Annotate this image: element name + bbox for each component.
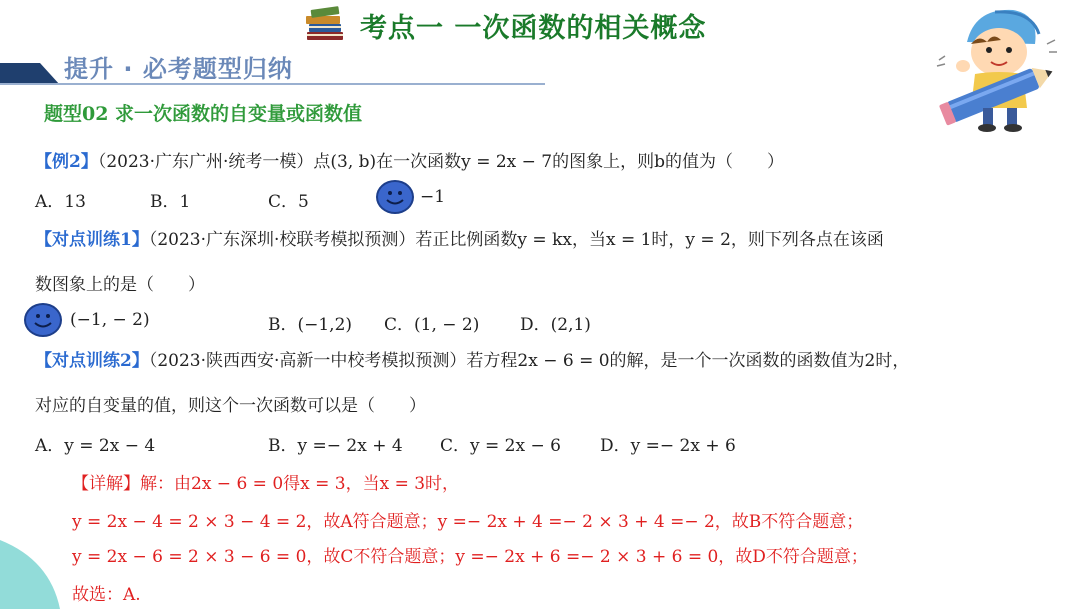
corner-decoration	[0, 530, 80, 609]
solution-text-1: 解：由2x − 6 = 0得x = 3，当x = 3时，	[140, 474, 460, 494]
practice-2-text-cont: 对应的自变量的值，则这个一次函数可以是（ ）	[35, 396, 426, 416]
practice-2-option-d[interactable]: D．y =− 2x + 6	[600, 436, 736, 456]
page-title: 考点一 一次函数的相关概念	[360, 13, 707, 44]
practice-2-question	[35, 346, 909, 371]
books-icon	[303, 4, 347, 44]
banner-title: 提升 · 必考题型归纳	[64, 55, 293, 83]
example-2-question	[35, 147, 784, 172]
smiley-icon	[24, 303, 62, 337]
solution-line-4: 故选：A.	[72, 585, 141, 605]
smiley-icon	[376, 180, 414, 214]
solution-line-3: y = 2x − 6 = 2 × 3 − 6 = 0，故C不符合题意；y =− 2x + 6 =− 2 × 3 + 6 = 0，故D不符合题意；	[72, 547, 868, 567]
solution-tag: 【详解】	[72, 474, 140, 494]
practice-2-option-c[interactable]: C．y = 2x − 6	[440, 436, 561, 456]
option-d[interactable]: −1	[420, 187, 446, 207]
practice-1-text-cont: 数图象上的是（ ）	[35, 275, 205, 295]
boy-with-pencil-illustration	[935, 4, 1065, 132]
practice-1-option-d[interactable]: D．(2,1)	[520, 315, 591, 335]
option-a[interactable]: A．13	[35, 192, 86, 212]
practice-1-option-c[interactable]: C．(1, − 2)	[384, 315, 480, 335]
practice-2-tag: 【对点训练2】	[35, 351, 149, 371]
practice-1-question	[35, 225, 884, 250]
practice-2-text: （2023·陕西西安·高新一中校考模拟预测）若方程2x − 6 = 0的解，是一个一次函数的函数值为2时，	[148, 351, 910, 371]
practice-2-option-a[interactable]: A．y = 2x − 4	[35, 436, 156, 456]
example-tag: 【例2】	[35, 152, 98, 172]
option-c[interactable]: C．5	[268, 192, 309, 212]
practice-1-option-b[interactable]: B．(−1,2)	[268, 315, 353, 335]
practice-1-text: （2023·广东深圳·校联考模拟预测）若正比例函数y = kx，当x = 1时，y = 2，则下列各点在该函	[148, 230, 884, 250]
solution-line-1	[72, 469, 459, 494]
practice-2-option-b[interactable]: B．y =− 2x + 4	[268, 436, 403, 456]
question-type-title: 题型02 求一次函数的自变量或函数值	[44, 103, 363, 125]
practice-1-tag: 【对点训练1】	[35, 230, 149, 250]
option-b[interactable]: B．1	[150, 192, 191, 212]
solution-line-2: y = 2x − 4 = 2 × 3 − 4 = 2，故A符合题意；y =− 2x + 4 =− 2 × 3 + 4 =− 2，故B不符合题意；	[72, 512, 864, 532]
practice-1-option-a[interactable]: (−1, − 2)	[70, 310, 150, 330]
example-text: （2023·广东广州·统考一模）点(3, b)在一次函数y = 2x − 7的图象上，则b的值为（ ）	[97, 152, 784, 172]
